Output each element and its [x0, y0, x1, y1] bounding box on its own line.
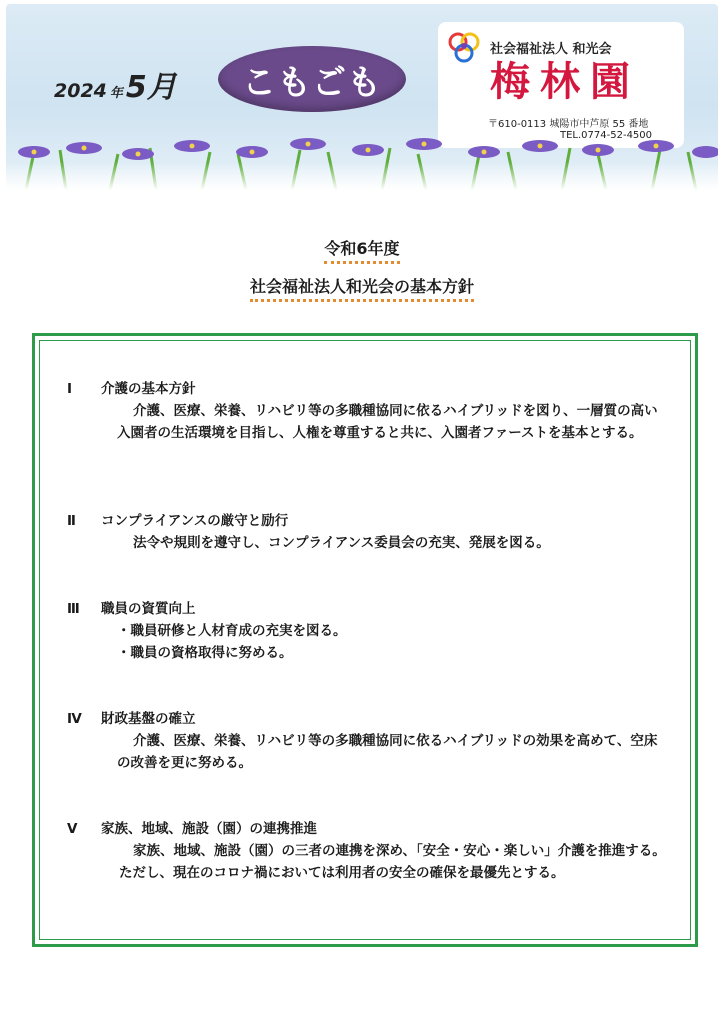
policy-bullet: ・職員の資格取得に努める。	[117, 645, 293, 661]
policy-heading	[67, 818, 667, 840]
issue-date	[54, 62, 177, 106]
header-banner	[6, 4, 718, 190]
policy-heading	[67, 510, 667, 532]
policy-title: 財政基盤の確立	[101, 711, 196, 727]
policy-title-text: 社会福祉法人和光会の基本方針	[250, 277, 474, 302]
policy-number: Ⅲ	[67, 601, 80, 617]
policy-number: Ⅰ	[67, 381, 73, 397]
newsletter-title-badge	[218, 46, 406, 112]
policy-bullet: ・職員研修と人材育成の充実を図る。	[117, 623, 347, 639]
policy-heading	[67, 708, 667, 730]
policy-body: 家族、地域、施設（園）の三者の連携を深め、「安全・安心・楽しい」介護を推進する。	[133, 843, 666, 859]
policy-heading	[67, 598, 667, 620]
organization-name: 梅林園	[490, 59, 640, 105]
policy-number: Ⅴ	[67, 821, 78, 837]
policy-number: Ⅱ	[67, 513, 76, 529]
issue-year-suffix: 年	[109, 86, 123, 101]
policy-heading	[67, 378, 667, 400]
fiscal-year-text: 令和6年度	[324, 239, 399, 264]
organization-phone: TEL.0774-52-4500	[560, 130, 653, 141]
policy-section-4	[67, 708, 667, 774]
policy-note: ただし、現在のコロナ禍においては利用者の安全の確保を最優先とする。	[119, 865, 565, 881]
newsletter-title: こもごも	[242, 62, 382, 103]
policy-body: 介護、医療、栄養、リハビリ等の多職種協同に依るハイブリッドを図り、一層質の高い入園者の生活環境を目指し、人権を尊重すると共に、入園者ファーストを基本とする。	[117, 403, 658, 441]
policy-title: コンプライアンスの厳守と励行	[101, 513, 289, 529]
policy-number: Ⅳ	[67, 711, 82, 727]
organization-address: 〒610-0113 城陽市中芦原 55 番地	[488, 119, 649, 130]
organization-logo-icon	[446, 30, 482, 66]
policy-section-5	[67, 818, 667, 884]
organization-corporation: 社会福祉法人 和光会	[490, 42, 612, 57]
issue-year: 2024	[54, 80, 107, 102]
issue-month: 5月	[125, 70, 177, 105]
policy-section-3	[67, 598, 667, 664]
policy-section-1	[67, 378, 667, 444]
policy-body: 法令や規則を遵守し、コンプライアンス委員会の充実、発展を図る。	[133, 535, 550, 551]
policy-title: 職員の資質向上	[101, 601, 196, 617]
policy-frame	[32, 333, 698, 947]
policy-body: 介護、医療、栄養、リハビリ等の多職種協同に依るハイブリッドの効果を高めて、空床の改善を更に努める。	[117, 733, 658, 771]
fiscal-year-heading	[0, 236, 724, 259]
policy-section-2	[67, 510, 667, 554]
policy-title: 介護の基本方針	[101, 381, 196, 397]
iris-flowers-decoration	[6, 132, 718, 190]
policy-title: 家族、地域、施設（園）の連携推進	[101, 821, 317, 837]
policy-title-heading	[0, 274, 724, 297]
organization-card	[438, 22, 684, 148]
